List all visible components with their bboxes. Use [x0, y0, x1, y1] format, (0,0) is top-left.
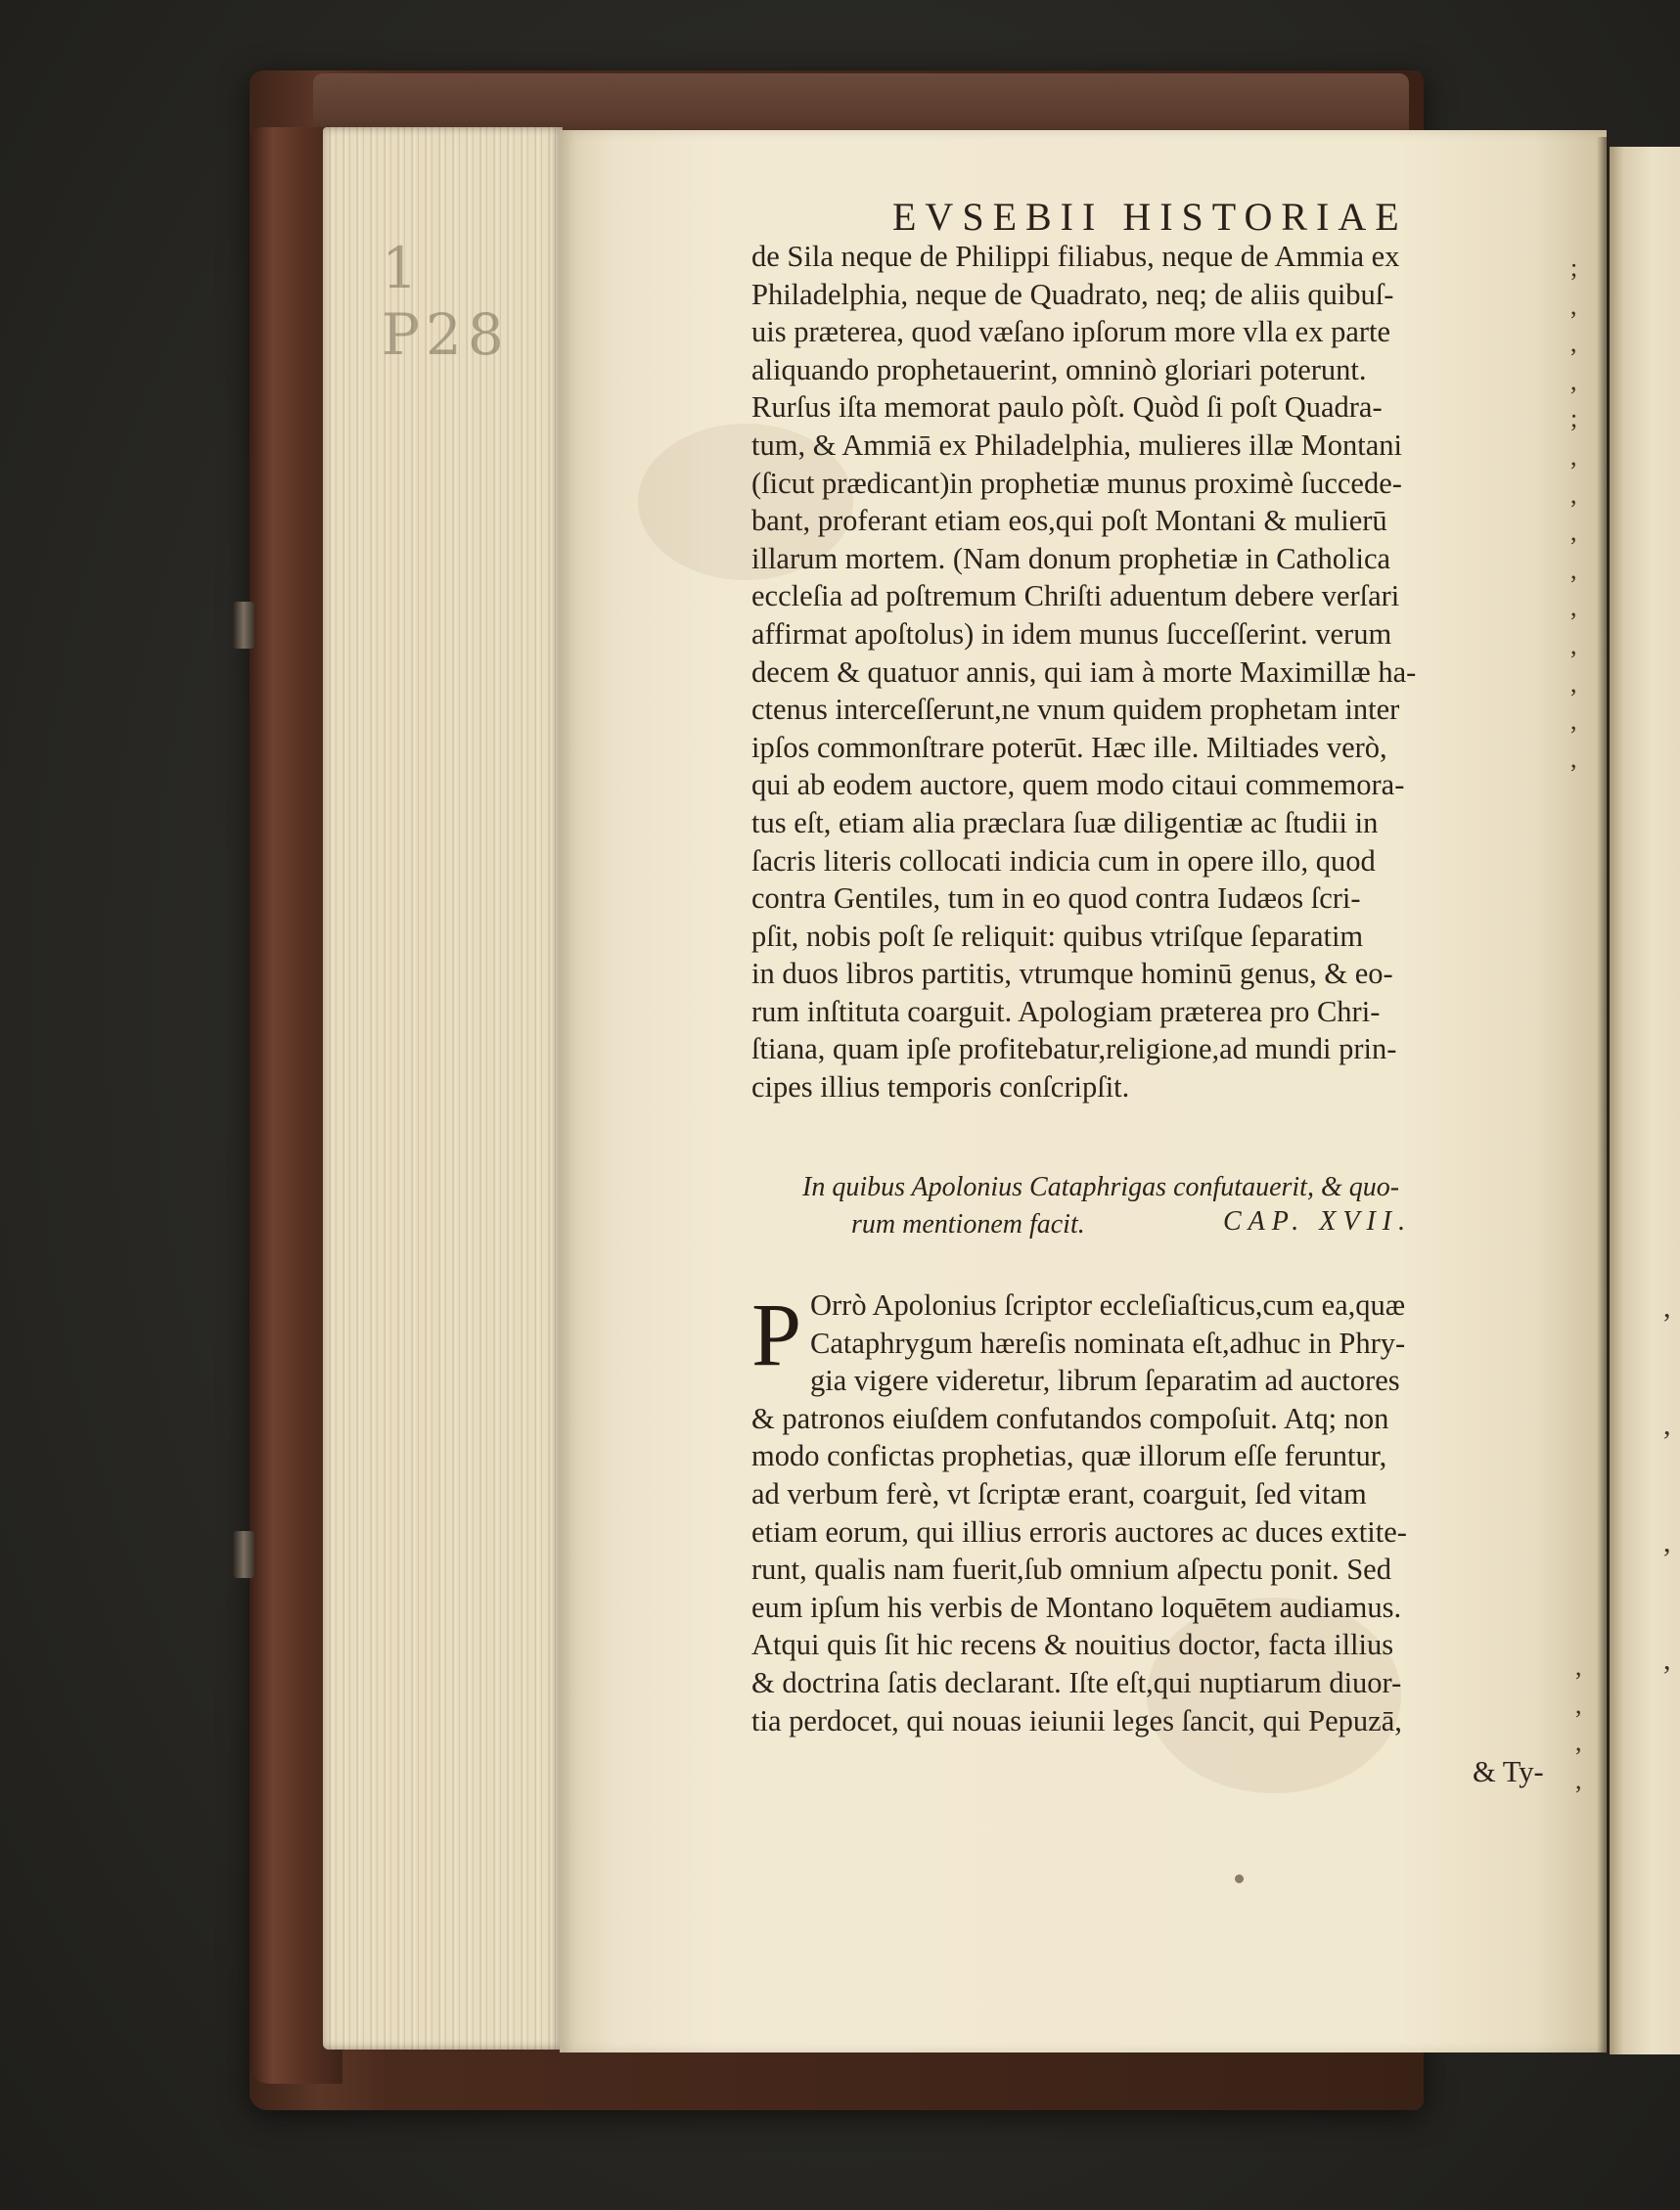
text-line: (ſicut prædicant)in prophetiæ munus proximè ſuccede-: [751, 466, 1402, 500]
text-line: & doctrina ſatis declarant. Iſte eſt,qui nuptiarum diuor-: [751, 1665, 1402, 1699]
page-fore-edge: [323, 127, 563, 2050]
text-line: qui ab eodem auctore, quem modo citaui commemora-: [751, 768, 1405, 802]
chapter-number: CAP. XVII.: [1223, 1206, 1413, 1237]
chapter-heading-line: rum mentionem facit.: [851, 1209, 1085, 1240]
margin-marks: , , , ,: [1575, 1652, 1582, 1794]
text-line: Rurſus iſta memorat paulo pòſt. Quòd ſi poſt Quadra-: [751, 390, 1383, 425]
text-line: Cataphrygum hæreſis nominata eſt,adhuc in Phry-: [810, 1326, 1406, 1360]
text-line: uis præterea, quod væſano ipſorum more vlla ex parte: [751, 315, 1391, 349]
text-line: eum ipſum his verbis de Montano loquētem audiamus.: [751, 1590, 1402, 1624]
facing-page-mark: ,: [1663, 1409, 1671, 1441]
text-line: pſit, nobis poſt ſe reliquit: quibus vtriſque ſeparatim: [751, 919, 1364, 953]
text-line: ctenus interceſſerunt,ne vnum quidem prophetam inter: [751, 693, 1400, 727]
facing-page: [1610, 147, 1680, 2054]
text-line: in duos libros partitis, vtrumque hominū genus, & eo-: [751, 957, 1393, 991]
text-line: gia vigere videretur, librum ſeparatim ad auctores: [810, 1364, 1400, 1398]
text-line: rum inſtituta coarguit. Apologiam præterea pro Chri-: [751, 994, 1381, 1028]
catchword: & Ty-: [1473, 1755, 1544, 1788]
text-line: de Sila neque de Philippi filiabus, neque de Ammia ex: [751, 240, 1400, 273]
text-line: tum, & Ammiā ex Philadelphia, mulieres illæ Montani: [751, 428, 1402, 462]
text-line: Philadelphia, neque de Quadrato, neq; de aliis quibuſ-: [751, 277, 1394, 311]
text-line: ſacris literis collocati indicia cum in opere illo, quod: [751, 843, 1376, 878]
clasp-upper: [233, 602, 254, 649]
drop-initial: P: [751, 1285, 802, 1384]
text-line: illarum mortem. (Nam donum prophetiæ in Catholica: [751, 541, 1391, 575]
text-line: eccleſia ad poſtremum Chriſti aduentum debere verſari: [751, 579, 1400, 613]
text-line: bant, proferant etiam eos,qui poſt Montani & mulierū: [751, 504, 1387, 538]
margin-marks: ; , , , ; , , , , , , , , ,: [1570, 253, 1578, 773]
facing-page-mark: ,: [1663, 1526, 1671, 1558]
text-line: aliquando prophetauerint, omninò gloriari poterunt.: [751, 352, 1367, 386]
text-line: runt, qualis nam fuerit,ſub omnium aſpectu ponit. Sed: [751, 1553, 1391, 1587]
text-line: tus eſt, etiam alia præclara ſuæ diligentiæ ac ſtudii in: [751, 805, 1379, 839]
text-line: Atqui quis ſit hic recens & nouitius doctor, facta illius: [751, 1628, 1394, 1662]
text-line: etiam eorum, qui illius erroris auctores ac duces extite-: [751, 1514, 1407, 1549]
edge-inscription: 1 P28: [382, 235, 510, 368]
text-line: decem & quatuor annis, qui iam à morte Maximillæ ha-: [751, 654, 1417, 689]
facing-page-mark: ,: [1663, 1291, 1671, 1324]
paper-speck: [1235, 1874, 1244, 1883]
chapter-heading-line: In quibus Apolonius Cataphrigas confutauerit, & quo-: [802, 1172, 1400, 1202]
text-line: affirmat apoſtolus) in idem munus ſucceſſerint. verum: [751, 616, 1392, 651]
clasp-lower: [233, 1531, 254, 1578]
text-line: & patronos eiuſdem confutandos compoſuit. Atq; non: [751, 1401, 1389, 1435]
text-line: ipſos commonſtrare poterūt. Hæc ille. Miltiades verò,: [751, 730, 1387, 764]
running-head: EVSEBII HISTORIAE: [892, 195, 1408, 239]
chapter-text: [751, 1286, 1583, 1739]
text-line: Orrò Apolonius ſcriptor eccleſiaſticus,cum ea,quæ: [810, 1288, 1406, 1322]
facing-page-mark: ,: [1663, 1644, 1671, 1676]
text-line: contra Gentiles, tum in eo quod contra Iudæos ſcri-: [751, 881, 1361, 916]
body-text: [751, 238, 1583, 1106]
text-line: ad verbum ferè, vt ſcriptæ erant, coarguit, ſed vitam: [751, 1476, 1367, 1511]
text-line: modo confictas prophetias, quæ illorum eſſe feruntur,: [751, 1439, 1387, 1473]
text-line: tia perdocet, qui nouas ieiunii leges ſancit, qui Pepuzā,: [751, 1703, 1402, 1737]
text-line: ſtiana, quam ipſe profitebatur,religione,ad mundi prin-: [751, 1032, 1397, 1066]
text-line: cipes illius temporis conſcripſit.: [751, 1070, 1130, 1105]
